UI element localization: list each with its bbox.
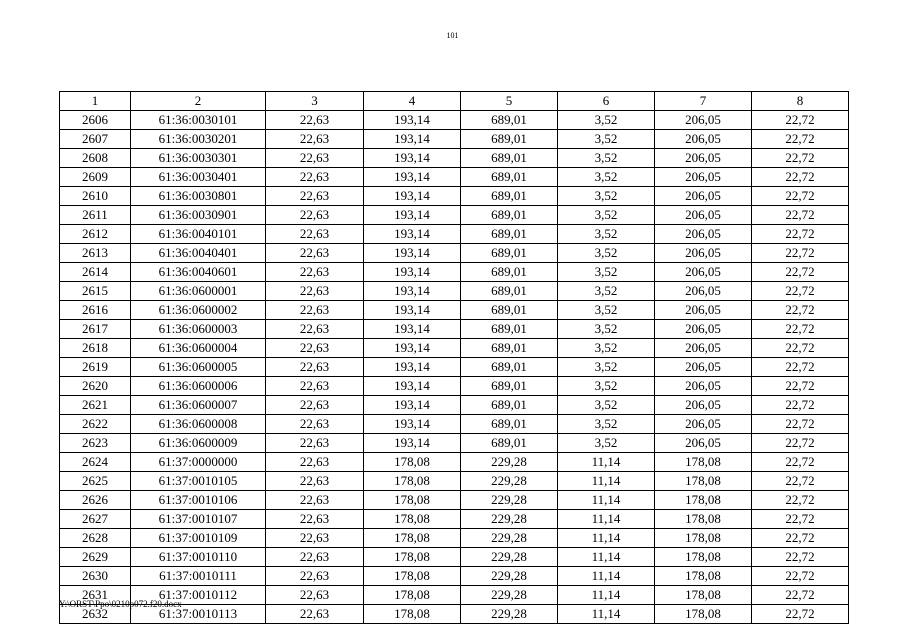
table-row [60,396,849,415]
table-cell: 11,14 [558,567,655,586]
table-cell: 61:36:0600004 [131,339,266,358]
table-cell: 2624 [60,453,131,472]
table-cell: 22,72 [752,168,849,187]
table-cell: 229,28 [461,586,558,605]
table-cell: 178,08 [364,548,461,567]
table-cell: 206,05 [655,225,752,244]
table-cell: 22,63 [266,225,364,244]
table-cell: 178,08 [364,529,461,548]
table-cell: 22,63 [266,586,364,605]
table-cell: 206,05 [655,111,752,130]
table-cell: 61:36:0600001 [131,282,266,301]
table-cell: 178,08 [655,472,752,491]
table-cell: 3,52 [558,206,655,225]
table-cell: 193,14 [364,434,461,453]
table-cell: 193,14 [364,282,461,301]
table-cell: 2631 [60,586,131,605]
table-cell: 206,05 [655,187,752,206]
table-cell: 22,63 [266,320,364,339]
table-cell: 206,05 [655,396,752,415]
table-cell: 22,63 [266,301,364,320]
table-cell: 229,28 [461,472,558,491]
table-header-row [60,92,849,111]
table-cell: 22,72 [752,263,849,282]
column-header: 6 [558,92,655,111]
table-row [60,434,849,453]
table-cell: 3,52 [558,339,655,358]
table-cell: 3,52 [558,396,655,415]
table-cell: 22,72 [752,586,849,605]
table-cell: 22,63 [266,263,364,282]
table-cell: 61:37:0010105 [131,472,266,491]
table-row [60,263,849,282]
table-cell: 689,01 [461,149,558,168]
table-row [60,472,849,491]
table-cell: 11,14 [558,472,655,491]
column-header: 4 [364,92,461,111]
table-row [60,225,849,244]
table-cell: 178,08 [655,548,752,567]
table-cell: 22,72 [752,491,849,510]
table-cell: 178,08 [655,586,752,605]
table-cell: 2620 [60,377,131,396]
column-header: 8 [752,92,849,111]
table-cell: 206,05 [655,358,752,377]
table-cell: 206,05 [655,282,752,301]
column-header: 3 [266,92,364,111]
table-cell: 178,08 [655,605,752,624]
table-row [60,491,849,510]
table-cell: 689,01 [461,415,558,434]
table-cell: 22,72 [752,301,849,320]
table-cell: 193,14 [364,225,461,244]
table-row [60,529,849,548]
table-cell: 22,72 [752,339,849,358]
table-cell: 22,72 [752,206,849,225]
table-cell: 689,01 [461,263,558,282]
table-cell: 689,01 [461,187,558,206]
table-cell: 2632 [60,605,131,624]
table-cell: 2608 [60,149,131,168]
table-row [60,130,849,149]
table-cell: 3,52 [558,149,655,168]
table-cell: 193,14 [364,149,461,168]
table-cell: 22,72 [752,434,849,453]
table-cell: 193,14 [364,339,461,358]
table-cell: 3,52 [558,415,655,434]
table-cell: 689,01 [461,301,558,320]
table-cell: 2626 [60,491,131,510]
table-cell: 178,08 [364,567,461,586]
table-cell: 61:36:0600008 [131,415,266,434]
table-cell: 2614 [60,263,131,282]
table-cell: 61:36:0030401 [131,168,266,187]
table-cell: 178,08 [655,567,752,586]
table-cell: 193,14 [364,263,461,282]
table-cell: 178,08 [364,453,461,472]
table-cell: 61:37:0010109 [131,529,266,548]
table-cell: 193,14 [364,168,461,187]
table-cell: 22,63 [266,377,364,396]
table-cell: 11,14 [558,586,655,605]
table-cell: 206,05 [655,377,752,396]
table-cell: 61:37:0000000 [131,453,266,472]
table-cell: 689,01 [461,206,558,225]
table-cell: 3,52 [558,358,655,377]
table-cell: 3,52 [558,244,655,263]
table-cell: 193,14 [364,377,461,396]
table-cell: 3,52 [558,282,655,301]
table-cell: 61:36:0600006 [131,377,266,396]
column-header: 7 [655,92,752,111]
table-cell: 2607 [60,130,131,149]
table-cell: 3,52 [558,301,655,320]
table-cell: 206,05 [655,244,752,263]
table-cell: 22,72 [752,415,849,434]
table-cell: 193,14 [364,244,461,263]
table-cell: 22,63 [266,529,364,548]
table-cell: 61:36:0030301 [131,149,266,168]
table-cell: 206,05 [655,130,752,149]
table-cell: 3,52 [558,320,655,339]
table-cell: 22,63 [266,339,364,358]
table-cell: 193,14 [364,320,461,339]
table-cell: 689,01 [461,320,558,339]
table-row [60,111,849,130]
table-cell: 61:37:0010113 [131,605,266,624]
table-cell: 22,72 [752,529,849,548]
table-row [60,206,849,225]
table-cell: 61:36:0600005 [131,358,266,377]
table-cell: 61:36:0030201 [131,130,266,149]
table-cell: 2611 [60,206,131,225]
table-cell: 3,52 [558,111,655,130]
table-cell: 2613 [60,244,131,263]
table-cell: 206,05 [655,301,752,320]
table-cell: 22,72 [752,510,849,529]
table-cell: 178,08 [364,491,461,510]
table-cell: 689,01 [461,282,558,301]
table-cell: 229,28 [461,548,558,567]
table-cell: 206,05 [655,339,752,358]
table-cell: 61:36:0030101 [131,111,266,130]
table-cell: 178,08 [655,529,752,548]
table-cell: 22,72 [752,396,849,415]
table-cell: 206,05 [655,415,752,434]
table-cell: 3,52 [558,434,655,453]
table-cell: 22,72 [752,548,849,567]
table-cell: 193,14 [364,111,461,130]
table-cell: 2628 [60,529,131,548]
table-cell: 22,72 [752,377,849,396]
footer-file-path: Y:\ORST\Ppo\0210p072.f20.docx [59,599,182,609]
table-cell: 22,63 [266,472,364,491]
table-row [60,415,849,434]
column-header: 5 [461,92,558,111]
table-cell: 206,05 [655,206,752,225]
table-cell: 229,28 [461,605,558,624]
table-cell: 22,63 [266,130,364,149]
table-cell: 22,72 [752,358,849,377]
table-cell: 2610 [60,187,131,206]
table-cell: 3,52 [558,130,655,149]
table-cell: 2625 [60,472,131,491]
table-cell: 2609 [60,168,131,187]
table-row [60,567,849,586]
table-row [60,358,849,377]
table-cell: 206,05 [655,149,752,168]
table-cell: 22,63 [266,567,364,586]
table-cell: 22,63 [266,244,364,263]
table-cell: 22,72 [752,225,849,244]
table-cell: 61:36:0600002 [131,301,266,320]
table-cell: 11,14 [558,548,655,567]
table-cell: 22,72 [752,320,849,339]
table-cell: 22,72 [752,244,849,263]
table-cell: 61:36:0040101 [131,225,266,244]
table-cell: 193,14 [364,396,461,415]
table-cell: 178,08 [364,586,461,605]
table-cell: 22,63 [266,510,364,529]
table-cell: 178,08 [655,491,752,510]
table-cell: 178,08 [364,605,461,624]
table-cell: 193,14 [364,187,461,206]
table-row [60,548,849,567]
table-row [60,301,849,320]
table-cell: 3,52 [558,377,655,396]
table-cell: 2630 [60,567,131,586]
table-cell: 22,72 [752,472,849,491]
table-cell: 2619 [60,358,131,377]
table-cell: 193,14 [364,358,461,377]
table-cell: 22,63 [266,396,364,415]
table-cell: 206,05 [655,434,752,453]
table-cell: 22,63 [266,453,364,472]
table-cell: 11,14 [558,605,655,624]
table-cell: 689,01 [461,377,558,396]
table-cell: 178,08 [655,453,752,472]
table-cell: 22,72 [752,605,849,624]
table-row [60,510,849,529]
table-cell: 22,72 [752,149,849,168]
table-cell: 11,14 [558,529,655,548]
table-cell: 689,01 [461,434,558,453]
table-cell: 229,28 [461,567,558,586]
table-cell: 22,63 [266,149,364,168]
table-cell: 22,63 [266,168,364,187]
table-cell: 229,28 [461,529,558,548]
table-cell: 22,63 [266,111,364,130]
table-row [60,320,849,339]
table-cell: 229,28 [461,510,558,529]
table-row [60,244,849,263]
table-cell: 2623 [60,434,131,453]
table-cell: 2622 [60,415,131,434]
table-cell: 11,14 [558,491,655,510]
table-cell: 178,08 [364,472,461,491]
table-cell: 3,52 [558,263,655,282]
table-row [60,187,849,206]
table-cell: 689,01 [461,111,558,130]
table-cell: 61:36:0600009 [131,434,266,453]
table-cell: 22,72 [752,282,849,301]
table-cell: 11,14 [558,453,655,472]
table-cell: 61:37:0010110 [131,548,266,567]
table-cell: 206,05 [655,320,752,339]
data-table [59,91,849,624]
table-cell: 61:36:0600003 [131,320,266,339]
table-cell: 22,63 [266,605,364,624]
table-cell: 2606 [60,111,131,130]
page-number: 101 [446,31,459,40]
table-row [60,149,849,168]
table-cell: 22,63 [266,206,364,225]
table-cell: 689,01 [461,244,558,263]
table-cell: 206,05 [655,263,752,282]
table-cell: 689,01 [461,168,558,187]
table-cell: 689,01 [461,339,558,358]
table-cell: 22,72 [752,453,849,472]
table-cell: 22,72 [752,187,849,206]
table-cell: 206,05 [655,168,752,187]
table-cell: 193,14 [364,301,461,320]
table-cell: 3,52 [558,187,655,206]
table-cell: 61:36:0040401 [131,244,266,263]
table-cell: 11,14 [558,510,655,529]
table-cell: 178,08 [655,510,752,529]
table-cell: 2621 [60,396,131,415]
table-cell: 61:37:0010106 [131,491,266,510]
table-cell: 61:36:0030901 [131,206,266,225]
table-cell: 22,72 [752,111,849,130]
table-cell: 22,63 [266,434,364,453]
table-cell: 229,28 [461,453,558,472]
table-cell: 2618 [60,339,131,358]
table-cell: 61:36:0030801 [131,187,266,206]
table-cell: 61:37:0010112 [131,586,266,605]
table-body [60,111,849,624]
table-cell: 2629 [60,548,131,567]
table-cell: 2612 [60,225,131,244]
table-cell: 2627 [60,510,131,529]
column-header: 1 [60,92,131,111]
table-cell: 22,63 [266,415,364,434]
table-cell: 22,63 [266,187,364,206]
table-cell: 193,14 [364,206,461,225]
table-cell: 61:36:0040601 [131,263,266,282]
table-cell: 2615 [60,282,131,301]
table-cell: 193,14 [364,130,461,149]
column-header: 2 [131,92,266,111]
table-cell: 689,01 [461,225,558,244]
table-cell: 22,63 [266,491,364,510]
table-cell: 22,63 [266,358,364,377]
table-cell: 22,72 [752,567,849,586]
table-row [60,453,849,472]
table-cell: 3,52 [558,168,655,187]
table-row [60,168,849,187]
table-cell: 193,14 [364,415,461,434]
table-row [60,282,849,301]
table-row [60,377,849,396]
table-cell: 22,63 [266,282,364,301]
table-row [60,339,849,358]
table-cell: 3,52 [558,225,655,244]
table-cell: 61:37:0010111 [131,567,266,586]
table-cell: 22,72 [752,130,849,149]
table-cell: 61:37:0010107 [131,510,266,529]
table-cell: 61:36:0600007 [131,396,266,415]
table-cell: 229,28 [461,491,558,510]
table-cell: 22,63 [266,548,364,567]
table-cell: 2616 [60,301,131,320]
table-cell: 689,01 [461,358,558,377]
table-cell: 689,01 [461,396,558,415]
table-cell: 2617 [60,320,131,339]
table-cell: 178,08 [364,510,461,529]
table-cell: 689,01 [461,130,558,149]
